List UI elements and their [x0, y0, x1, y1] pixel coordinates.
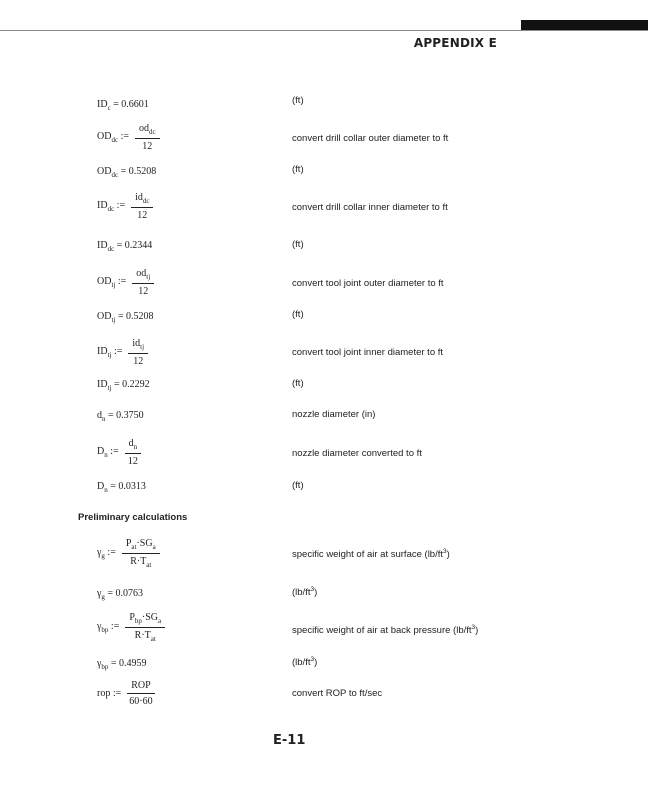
equation	[97, 268, 154, 297]
fraction-denominator: 12	[133, 356, 144, 367]
equation	[97, 538, 160, 569]
equation	[97, 438, 141, 467]
equation-description: specific weight of air at surface $(lb/ft^3)$	[292, 548, 450, 561]
fraction	[125, 438, 142, 467]
equation-lhs: $ID_{tj} = 0.2292$	[97, 379, 150, 392]
fraction-numerator: $d_n$	[125, 438, 142, 454]
equation-lhs: $D_n$ :=	[97, 446, 119, 459]
equation-lhs: $D_n = 0.0313$	[97, 481, 146, 494]
equation	[97, 311, 153, 324]
page-number: E-11	[273, 733, 306, 748]
fraction-numerator: $id_{tj}$	[128, 338, 148, 354]
equation-lhs: $OD_{dc}$ :=	[97, 131, 129, 144]
fraction-numerator: ROP	[127, 680, 154, 694]
equation-lhs: $ID_{dc} = 0.2344$	[97, 240, 153, 253]
equation	[97, 379, 150, 392]
equation	[97, 481, 146, 494]
equation-description: (ft)	[292, 95, 304, 106]
equation-description: nozzle diameter (in)	[292, 409, 376, 420]
equation-description: convert tool joint inner diameter to ft	[292, 347, 444, 358]
equation-lhs: $\gamma_g = 0.0763$	[97, 588, 144, 601]
fraction-denominator: 12	[138, 286, 149, 297]
fraction-denominator: $R\cdot T_{at}$	[134, 630, 156, 643]
equation-lhs: rop :=	[97, 688, 122, 699]
fraction	[125, 612, 165, 643]
equation	[97, 240, 152, 253]
fraction	[122, 538, 160, 569]
equation-description: (ft)	[292, 309, 304, 320]
fraction	[131, 192, 153, 221]
equation	[97, 192, 153, 221]
equation	[97, 410, 144, 423]
equation-description: (ft)	[292, 164, 304, 175]
equation-description: $(lb/ft^3)$	[292, 656, 318, 669]
fraction-numerator: $id_{dc}$	[131, 192, 153, 208]
fraction-denominator: $R\cdot T_{at}$	[130, 556, 152, 569]
fraction	[132, 268, 154, 297]
header-rule	[0, 30, 648, 31]
fraction-numerator: $P_{at}\cdot SG_a$	[122, 538, 160, 554]
equation-lhs: $d_n = 0.3750$	[97, 410, 144, 423]
equation	[97, 658, 147, 671]
equation-lhs: $ID_{dc}$ :=	[97, 200, 126, 213]
equation-lhs: $OD_{tj} = 0.5208$	[97, 311, 154, 324]
equation-description: (ft)	[292, 480, 304, 491]
fraction	[135, 123, 160, 152]
equation-lhs: $\gamma_g$ :=	[97, 547, 116, 560]
equation	[97, 588, 143, 601]
equation-description: convert drill collar inner diameter to ft	[292, 202, 448, 213]
equation-lhs: $OD_{dc} = 0.5208$	[97, 166, 157, 179]
equation-description: $(lb/ft^3)$	[292, 586, 318, 599]
header-bar	[521, 20, 648, 30]
equation	[97, 166, 156, 179]
fraction	[127, 680, 154, 707]
equation-description: convert tool joint outer diameter to ft	[292, 278, 444, 289]
equation-description: (ft)	[292, 239, 304, 250]
equation	[97, 99, 149, 112]
equation	[97, 123, 160, 152]
fraction	[128, 338, 148, 367]
equation	[97, 680, 155, 707]
equation-description: convert drill collar outer diameter to ft	[292, 133, 449, 144]
equation	[97, 612, 165, 643]
equation-description: nozzle diameter converted to ft	[292, 448, 422, 459]
equation	[97, 338, 148, 367]
fraction-denominator: 12	[137, 210, 148, 221]
equation-lhs: $ID_{tj}$ :=	[97, 346, 123, 359]
equation-lhs: $OD_{tj}$ :=	[97, 276, 127, 289]
equation-lhs: $ID_c = 0.6601$	[97, 99, 149, 112]
section-heading: Preliminary calculations	[78, 512, 188, 523]
fraction-denominator: 12	[142, 141, 153, 152]
appendix-title: APPENDIX E	[413, 36, 497, 50]
equation-description: (ft)	[292, 378, 304, 389]
fraction-numerator: $P_{bp}\cdot SG_a$	[125, 612, 165, 628]
equation-lhs: $\gamma_{bp}$ :=	[97, 621, 120, 634]
equation-description: convert ROP to ft/sec	[292, 688, 383, 699]
fraction-numerator: $od_{tj}$	[132, 268, 154, 284]
fraction-denominator: 12	[127, 456, 138, 467]
fraction-denominator: 60·60	[129, 696, 153, 707]
equation-description: specific weight of air at back pressure $(lb/ft^3)$	[292, 624, 479, 637]
fraction-numerator: $od_{dc}$	[135, 123, 160, 139]
equation-lhs: $\gamma_{bp} = 0.4959$	[97, 658, 147, 671]
